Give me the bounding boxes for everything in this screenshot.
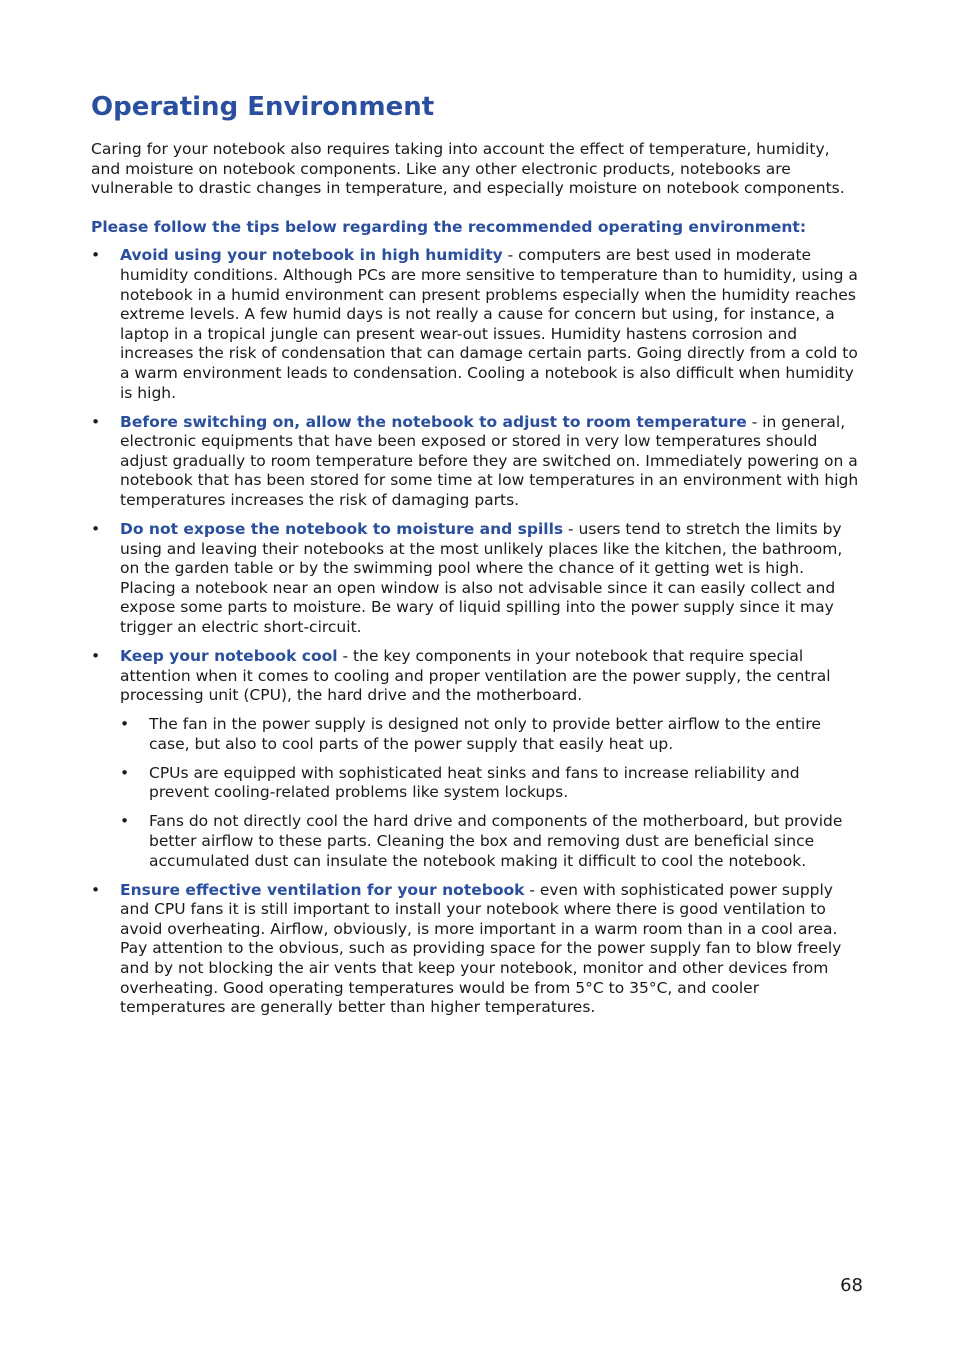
tip-item bbox=[91, 520, 863, 638]
tip-text: - even with sophisticated power supply and CPU fans it is still important to install your notebook where there is good ventilation to avoid overheating. Airflow, obviously, is more important in a warm room than in a cool area. Pay attention to the obvious, such as providing space for the power supply fan to blow freely and by not blocking the air vents that keep your notebook, monitor and other devices from overheating. Good operating temperatures would be from 5°C to 35°C, and cooler temperatures are generally better than higher temperatures. bbox=[120, 880, 842, 1017]
tip-heading: Keep your notebook cool bbox=[120, 647, 338, 666]
intro-paragraph: Caring for your notebook also requires taking into account the effect of temperature, humidity, and moisture on notebook components. Like any other electronic products, notebooks are vulnerable to drastic changes in temperature, and especially moisture on notebook components. bbox=[91, 140, 845, 198]
tip-item bbox=[91, 413, 863, 511]
tip-heading: Ensure effective ventilation for your notebook bbox=[120, 880, 525, 899]
page-number: 68 bbox=[840, 1275, 863, 1296]
sub-list-item: • The fan in the power supply is designed not only to provide better airflow to the entire case, but also to cool parts of the power supply that easily heat up. bbox=[120, 715, 863, 754]
tip-text: - in general, electronic equipments that have been exposed or stored in very low temperatures should adjust gradually to room temperature before they are switched on. Immediately powering on a notebook that has been stored for some time at low temperatures in an environment with high temperatures increases the risk of damaging parts. bbox=[120, 412, 859, 509]
page-title: Operating Environment bbox=[91, 92, 435, 122]
sub-list-item: • Fans do not directly cool the hard drive and components of the motherboard, but provide better airflow to these parts. Cleaning the box and removing dust are beneficial since accumulated dust can insulate the notebook making it difficult to cool the notebook. bbox=[120, 812, 863, 871]
tip-item bbox=[91, 881, 863, 1018]
tip-item bbox=[91, 647, 863, 871]
tip-heading: Before switching on, allow the notebook to adjust to room temperature bbox=[120, 412, 747, 431]
sub-list-item: • CPUs are equipped with sophisticated heat sinks and fans to increase reliability and prevent cooling-related problems like system lockups. bbox=[120, 764, 863, 803]
cooling-sublist bbox=[120, 715, 863, 871]
document-page bbox=[91, 88, 863, 1027]
tip-heading: Avoid using your notebook in high humidity bbox=[120, 246, 503, 265]
tip-text: - the key components in your notebook that require special attention when it comes to cooling and proper ventilation are the power supply, the central processing unit (CPU), the hard drive and the motherboard. bbox=[120, 647, 831, 705]
tip-text: - computers are best used in moderate humidity conditions. Although PCs are more sensitive to temperature than to humidity, using a notebook in a humid environment can present problems especially when the humidity reaches extreme levels. A few humid days is not really a cause for concern but using, for instance, a laptop in a tropical jungle can present wear-out issues. Humidity hastens corrosion and increases the risk of condensation that can damage certain parts. Going directly from a cold to a warm environment leads to condensation. Cooling a notebook is also difficult when humidity is high. bbox=[120, 246, 858, 402]
tips-list bbox=[91, 246, 863, 1017]
tip-text: - users tend to stretch the limits by using and leaving their notebooks at the most unlikely places like the kitchen, the bathroom, on the garden table or by the swimming pool where the chance of it getting wet is high. Placing a notebook near an open window is also not advisable since it can easily collect and expose some parts to moisture. Be wary of liquid spilling into the power supply since it may trigger an electric short-circuit. bbox=[120, 520, 843, 637]
tips-lead: Please follow the tips below regarding the recommended operating environment: bbox=[91, 217, 807, 236]
tip-item bbox=[91, 246, 863, 403]
tip-heading: Do not expose the notebook to moisture and spills bbox=[120, 520, 564, 539]
